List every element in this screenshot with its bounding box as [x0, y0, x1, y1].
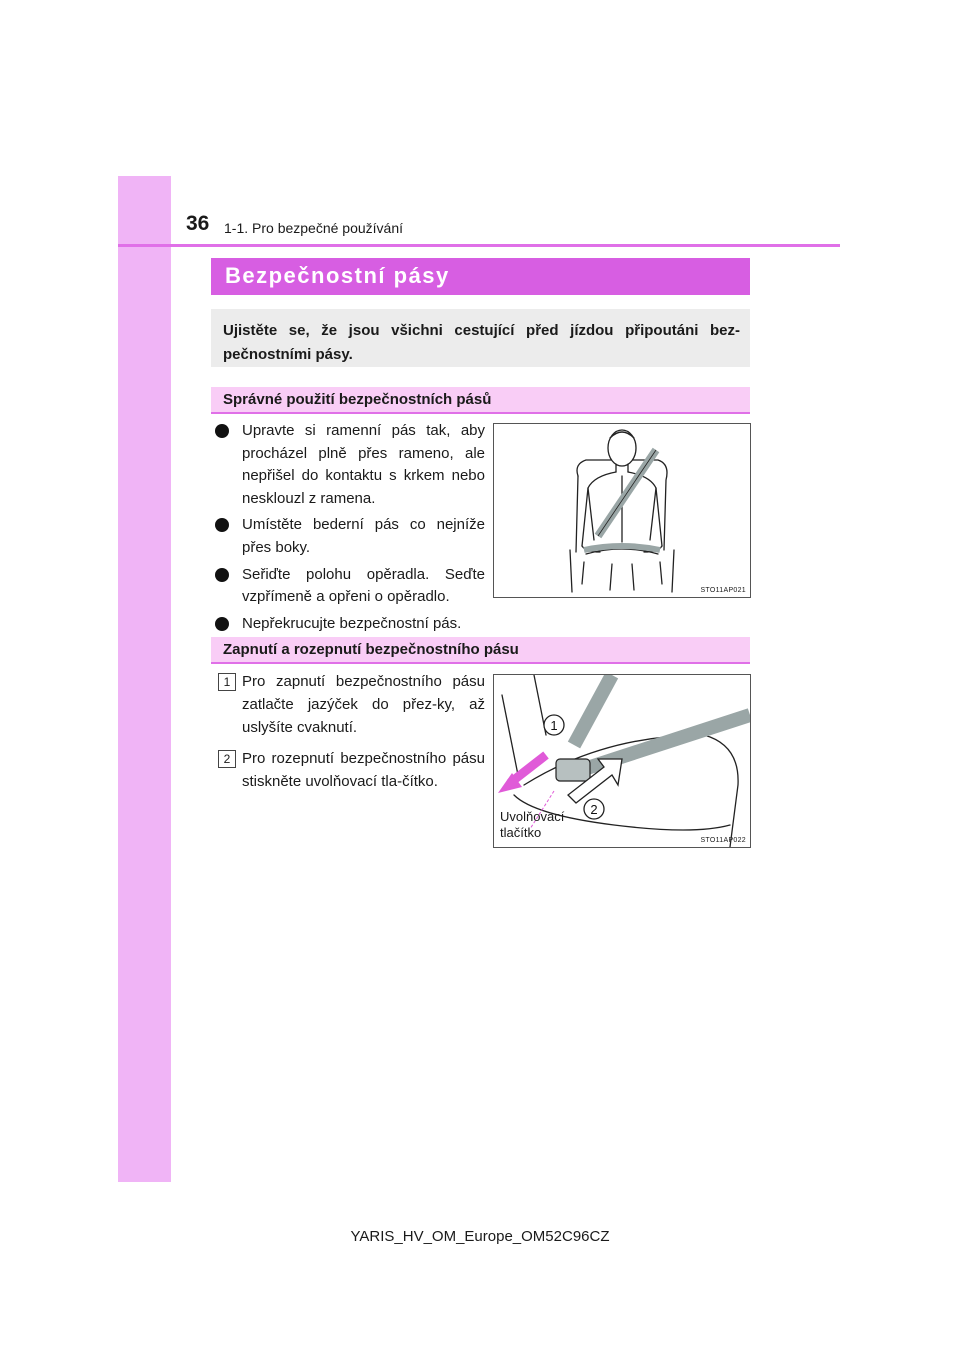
intro-text: Ujistěte se, že jsou všichni cestující před jízdou připoutáni bez-pečnostními pásy.: [223, 322, 740, 363]
figure-code: STO11AP021: [700, 587, 746, 594]
intro-box: [211, 309, 750, 367]
bullet-icon: [215, 424, 229, 438]
label-line: Uvolňovací: [500, 809, 565, 824]
section-title-bar: [211, 258, 750, 295]
bullet-icon: [215, 617, 229, 631]
section-heading-correct-use: [211, 387, 750, 414]
buckle-illustration: [493, 674, 751, 848]
step-number: 2: [218, 750, 236, 768]
bullet-icon: [215, 518, 229, 532]
step-item: [213, 747, 485, 793]
step-list: [213, 670, 485, 801]
list-item: [213, 613, 485, 636]
header-rule: [118, 244, 840, 247]
seated-person-illustration: [493, 423, 751, 598]
page-title: Bezpečnostní pásy: [225, 263, 450, 288]
person-seatbelt-drawing: [494, 424, 750, 597]
chapter-sidebar: [118, 176, 171, 1182]
list-item-text: Nepřekrucujte bezpečnostní pás.: [242, 614, 462, 632]
figure-code: STO11AP022: [700, 837, 746, 844]
chapter-title: 1-1. Pro bezpečné používání: [224, 220, 404, 236]
list-item-text: Umístěte bederní pás co nejníže přes boky.: [242, 516, 485, 556]
section-heading-text: Zapnutí a rozepnutí bezpečnostního pásu: [223, 641, 519, 658]
section-heading-buckling: [211, 637, 750, 664]
page-number: 36: [186, 212, 210, 235]
callout-1: 1: [550, 718, 558, 733]
list-item-text: Upravte si ramenní pás tak, aby procházel plně přes rameno, ale nepřišel do kontaktu s krkem nebo nesklouzl z ramena.: [242, 422, 485, 507]
step-number: 1: [218, 673, 236, 691]
list-item: [213, 514, 485, 559]
callout-2: 2: [590, 802, 598, 817]
step-text: Pro rozepnutí bezpečnostního pásu stiskněte uvolňovací tla-čítko.: [242, 750, 485, 790]
step-text: Pro zapnutí bezpečnostního pásu zatlačte jazýček do přez-ky, až uslyšíte cvaknutí.: [242, 673, 485, 736]
release-button-label: [500, 809, 564, 841]
label-line: tlačítko: [500, 825, 542, 840]
step-item: [213, 670, 485, 739]
list-item: [213, 420, 485, 510]
list-item-text: Seřiďte polohu opěradla. Seďte vzpřímeně a opřeni o opěradlo.: [242, 565, 485, 606]
document-footer: YARIS_HV_OM_Europe_OM52C96CZ: [350, 1228, 610, 1245]
section-heading-text: Správné použití bezpečnostních pásů: [223, 391, 492, 408]
list-item: [213, 564, 485, 609]
bullet-icon: [215, 568, 229, 582]
bullet-list: [213, 420, 485, 639]
